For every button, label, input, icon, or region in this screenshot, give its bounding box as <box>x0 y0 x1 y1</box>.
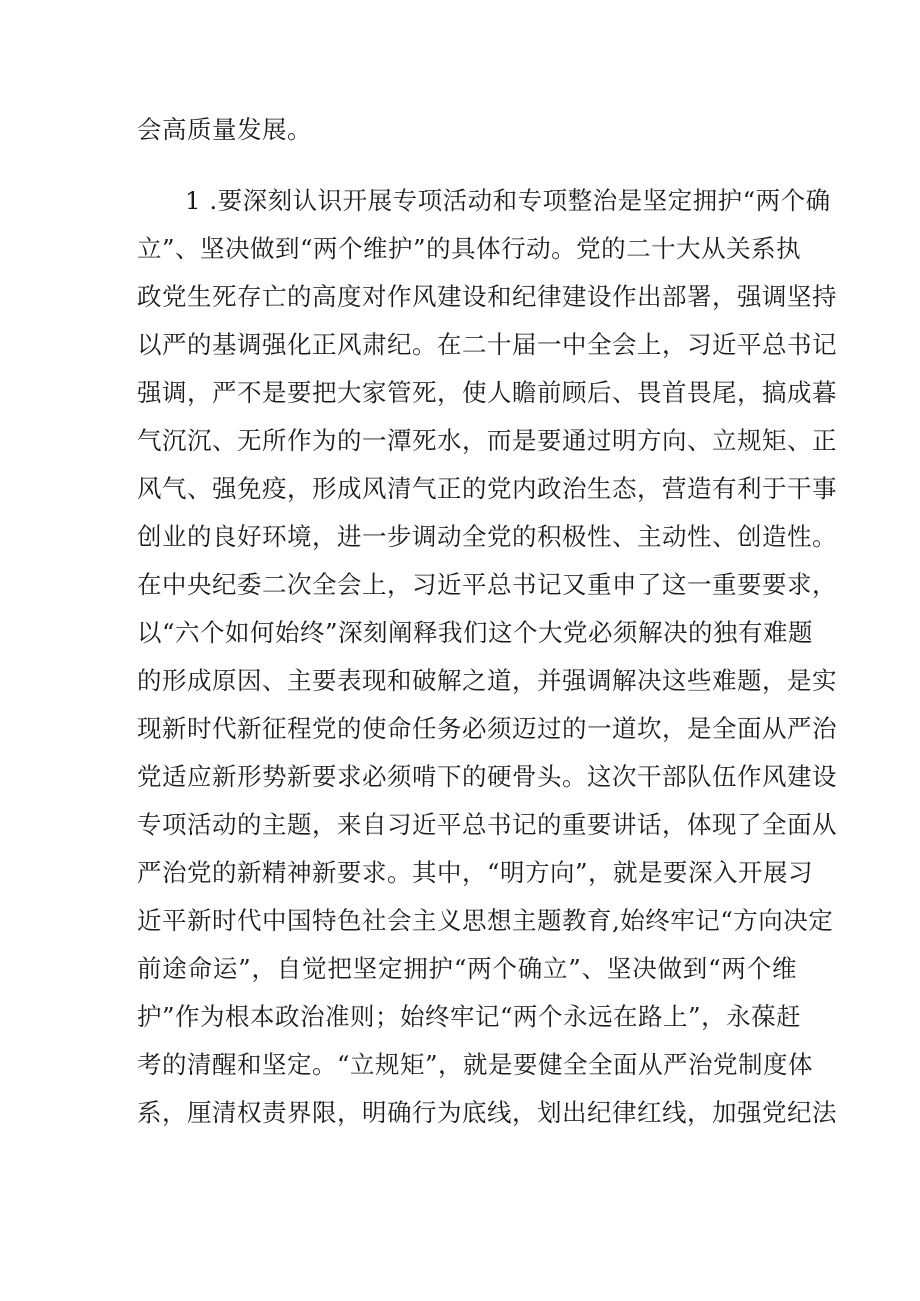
text-line-18: 前途命运”，自觉把坚定拥护“两个确立”、坚决做到“两个维 <box>137 954 797 983</box>
text-line-2: 1 .要深刻认识开展专项活动和专项整治是坚定拥护“两个确 <box>185 186 831 215</box>
text-line-4: 政党生死存亡的高度对作风建设和纪律建设作出部署，强调坚持 <box>137 282 837 311</box>
text-line-10: 在中央纪委二次全会上，习近平总书记又重申了这一重要要求， <box>137 570 837 599</box>
text-line-19: 护”作为根本政治准则；始终牢记“两个永远在路上”，永葆赶 <box>137 1002 802 1031</box>
text-line-12: 的形成原因、主要表现和破解之道，并强调解决这些难题，是实 <box>137 666 837 695</box>
text-line-16: 严治党的新精神新要求。其中，“明方向”，就是要深入开展习 <box>137 858 814 887</box>
text-line-14: 党适应新形势新要求必须啃下的硬骨头。这次干部队伍作风建设 <box>137 762 837 791</box>
text-line-6: 强调，严不是要把大家管死，使人瞻前顾后、畏首畏尾，搞成暮 <box>137 378 837 407</box>
text-line-9: 创业的良好环境，进一步调动全党的积极性、主动性、创造性。 <box>137 522 837 551</box>
text-line-3: 立”、坚决做到“两个维护”的具体行动。党的二十大从关系执 <box>137 234 802 263</box>
text-line-5: 以严的基调强化正风肃纪。在二十届一中全会上，习近平总书记 <box>137 330 837 359</box>
text-line-7: 气沉沉、无所作为的一潭死水，而是要通过明方向、立规矩、正 <box>137 426 837 455</box>
text-line-8: 风气、强免疫，形成风清气正的党内政治生态，营造有利于干事 <box>137 474 837 503</box>
text-line-1: 会高质量发展。 <box>137 115 312 144</box>
text-line-21: 系，厘清权责界限，明确行为底线，划出纪律红线，加强党纪法 <box>137 1098 837 1127</box>
text-line-20: 考的清醒和坚定。“立规矩”，就是要健全全面从严治党制度体 <box>137 1050 814 1079</box>
text-line-17: 近平新时代中国特色社会主义思想主题教育,始终牢记“方向决定 <box>137 906 834 935</box>
text-line-13: 现新时代新征程党的使命任务必须迈过的一道坎，是全面从严治 <box>137 714 837 743</box>
text-line-15: 专项活动的主题，来自习近平总书记的重要讲话，体现了全面从 <box>137 810 837 839</box>
text-line-11: 以“六个如何始终”深刻阐释我们这个大党必须解决的独有难题 <box>137 618 814 647</box>
